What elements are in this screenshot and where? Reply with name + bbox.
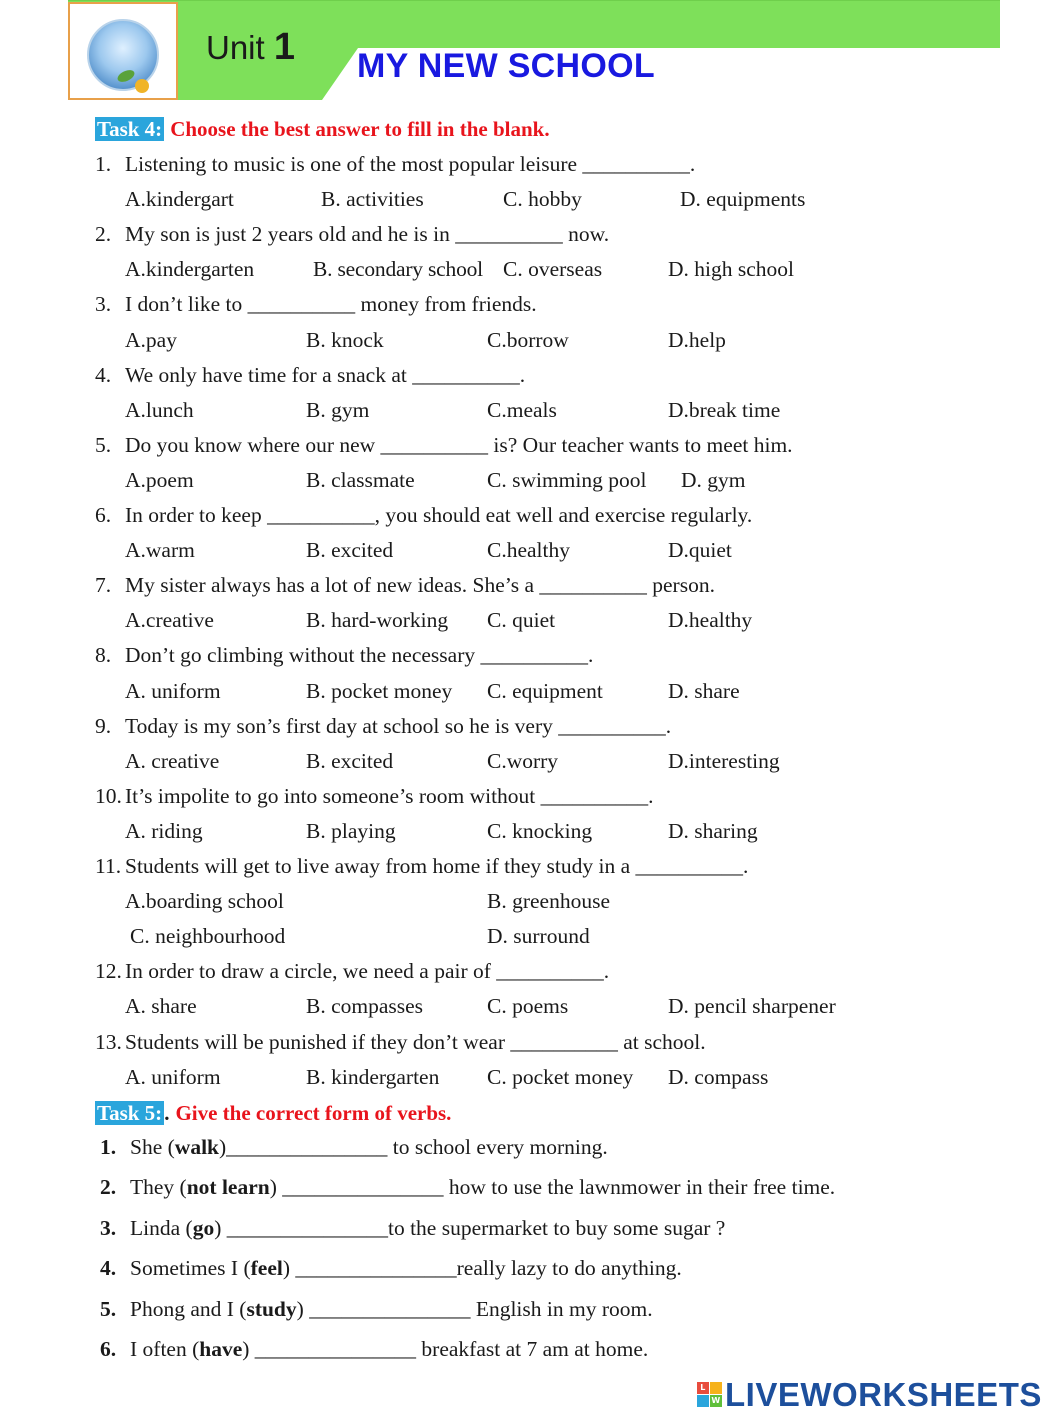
- header-band: [0, 0, 1000, 100]
- option-c: C.borrow: [487, 327, 569, 352]
- logo-letter-w: W: [711, 1396, 721, 1405]
- option-c: C.worry: [487, 748, 559, 773]
- question-10: [95, 781, 654, 811]
- question-13: [95, 1027, 706, 1057]
- option-d: D. pencil sharpener: [668, 994, 836, 1019]
- leaf-icon: [116, 68, 137, 85]
- school-logo: [68, 2, 178, 100]
- logo-letter-l: L: [697, 1382, 709, 1394]
- option-d: D. high school: [668, 257, 795, 282]
- item-suffix: ) _______________ how to use the lawnmower in their free time.: [269, 1175, 836, 1200]
- question-number: 11.: [95, 854, 122, 878]
- question-text: I don’t like to __________ money from friends.: [125, 292, 537, 317]
- question-text: Don’t go climbing without the necessary __________.: [125, 643, 594, 668]
- question-6: [95, 500, 752, 530]
- verb-item-5: [100, 1294, 653, 1324]
- item-number: 5.: [100, 1296, 117, 1321]
- task5-dot: .: [164, 1101, 170, 1125]
- verb-item-4: [100, 1253, 682, 1283]
- question-11: [95, 851, 748, 881]
- option-d: D.interesting: [668, 748, 780, 773]
- option-b: B. kindergarten: [306, 1064, 440, 1089]
- option-b: B. greenhouse: [487, 889, 610, 914]
- item-number: 6.: [100, 1337, 117, 1361]
- item-suffix: )_______________ to school every morning.: [219, 1135, 608, 1159]
- item-suffix: ) _______________to the supermarket to buy some sugar ?: [214, 1215, 726, 1240]
- verb-item-2: [100, 1172, 835, 1202]
- option-a: A. creative: [125, 748, 220, 773]
- option-d: D. compass: [668, 1064, 769, 1089]
- item-suffix: ) _______________ English in my room.: [296, 1296, 653, 1321]
- option-c: C. poems: [487, 994, 569, 1019]
- item-verb: walk: [174, 1135, 220, 1159]
- question-text: In order to draw a circle, we need a pair of __________.: [125, 959, 610, 984]
- option-a: A.pay: [125, 327, 177, 352]
- question-12: [95, 956, 609, 986]
- option-a: A.kindergart: [125, 187, 234, 212]
- question-number: 13.: [95, 1029, 122, 1054]
- option-a: A. share: [125, 994, 197, 1019]
- option-a: A.creative: [125, 608, 214, 633]
- option-c: C. hobby: [503, 187, 582, 212]
- option-c: C.healthy: [487, 538, 570, 563]
- item-prefix: Sometimes I (: [130, 1256, 251, 1281]
- question-text: Today is my son’s first day at school so he is very __________.: [125, 713, 672, 738]
- liveworksheets-brand: [697, 1376, 1042, 1412]
- brand-text: LIVEWORKSHEETS: [725, 1376, 1042, 1413]
- item-prefix: They (: [130, 1175, 187, 1200]
- option-b: B. compasses: [306, 994, 424, 1019]
- task4-label: Task 4:: [97, 117, 163, 141]
- option-d: D. sharing: [668, 818, 758, 843]
- question-number: 2.: [95, 222, 112, 247]
- item-number: 3.: [100, 1215, 117, 1240]
- task5-heading: [95, 1100, 451, 1126]
- question-text: My son is just 2 years old and he is in __________ now.: [125, 222, 610, 247]
- item-suffix: ) _______________really lazy to do anything.: [282, 1256, 682, 1281]
- option-b: B. pocket money: [306, 678, 453, 703]
- question-number: 8.: [95, 643, 112, 668]
- option-c: C. quiet: [487, 608, 556, 633]
- unit-label: [206, 26, 295, 69]
- question-2: [95, 219, 609, 249]
- logo-square-yellow: [710, 1382, 722, 1394]
- option-b: B. hard-working: [306, 608, 449, 633]
- item-number: 1.: [100, 1135, 117, 1159]
- option-b: B. excited: [306, 538, 394, 563]
- item-verb: have: [199, 1337, 243, 1361]
- logo-square-blue: [697, 1395, 709, 1407]
- option-a: A.kindergarten: [125, 257, 255, 282]
- option-d: D. share: [668, 678, 740, 703]
- question-4: [95, 360, 525, 390]
- option-d: D.quiet: [668, 538, 732, 563]
- option-c: C. pocket money: [487, 1064, 634, 1089]
- question-text: We only have time for a snack at __________.: [125, 362, 526, 387]
- question-number: 5.: [95, 432, 112, 457]
- item-number: 2.: [100, 1175, 117, 1200]
- question-number: 7.: [95, 573, 112, 598]
- option-b: B. classmate: [306, 467, 415, 492]
- option-c: C. equipment: [487, 678, 603, 703]
- option-b: B. excited: [306, 748, 394, 773]
- question-number: 12.: [95, 959, 122, 984]
- question-text: Students will get to live away from home if they study in a __________.: [125, 854, 749, 878]
- unit-number: 1: [273, 26, 295, 68]
- option-d: D. equipments: [680, 187, 806, 212]
- question-text: Do you know where our new __________ is? Our teacher wants to meet him.: [125, 432, 793, 457]
- unit-word: Unit: [206, 29, 265, 66]
- item-prefix: I often (: [130, 1337, 200, 1361]
- item-verb: go: [192, 1215, 215, 1240]
- question-number: 3.: [95, 292, 112, 317]
- option-a: A. uniform: [125, 678, 221, 703]
- question-text: Listening to music is one of the most popular leisure __________.: [125, 152, 696, 176]
- globe-icon: [87, 19, 159, 91]
- item-prefix: Linda (: [130, 1215, 193, 1240]
- option-a: A.poem: [125, 467, 194, 492]
- item-prefix: Phong and I (: [130, 1296, 247, 1321]
- question-9: [95, 711, 671, 741]
- task4-heading: [95, 116, 550, 142]
- liveworksheets-logo-icon: [697, 1382, 723, 1410]
- option-a: A. riding: [125, 818, 203, 843]
- option-d: D.healthy: [668, 608, 753, 633]
- question-number: 4.: [95, 362, 112, 387]
- option-c: C. overseas: [503, 257, 603, 282]
- option-b: B. secondary school: [313, 257, 483, 282]
- option-d: D. gym: [681, 467, 746, 492]
- option-c: C. knocking: [487, 818, 593, 843]
- option-b: B. activities: [321, 187, 424, 212]
- question-1: [95, 149, 695, 179]
- question-8: [95, 640, 593, 670]
- item-verb: study: [246, 1296, 297, 1321]
- question-5: [95, 430, 793, 460]
- verb-item-3: [100, 1213, 725, 1243]
- question-text: In order to keep __________, you should eat well and exercise regularly.: [125, 503, 753, 527]
- option-a: A. uniform: [125, 1064, 221, 1089]
- page-title: MY NEW SCHOOL: [357, 47, 655, 85]
- verb-item-1: [100, 1132, 608, 1162]
- option-d: D.help: [668, 327, 726, 352]
- question-text: It’s impolite to go into someone’s room without __________.: [125, 783, 654, 808]
- item-verb: not learn: [186, 1175, 270, 1200]
- question-number: 6.: [95, 503, 112, 527]
- option-c: C.meals: [487, 397, 557, 422]
- option-a: A.lunch: [125, 397, 194, 422]
- option-b: B. gym: [306, 397, 370, 422]
- item-prefix: She (: [130, 1135, 175, 1159]
- verb-item-6: [100, 1334, 648, 1364]
- question-number: 10.: [95, 783, 122, 808]
- question-3: [95, 289, 537, 319]
- sunflower-icon: [135, 79, 149, 93]
- option-d: D.break time: [668, 397, 781, 422]
- question-text: My sister always has a lot of new ideas. She’s a __________ person.: [125, 573, 715, 598]
- option-d: D. surround: [487, 924, 590, 949]
- question-number: 9.: [95, 713, 112, 738]
- option-a: A.warm: [125, 538, 195, 563]
- option-b: B. knock: [306, 327, 384, 352]
- option-c: C. swimming pool: [487, 467, 647, 492]
- item-suffix: ) _______________ breakfast at 7 am at home.: [242, 1337, 649, 1361]
- option-b: B. playing: [306, 818, 396, 843]
- question-number: 1.: [95, 152, 112, 176]
- item-number: 4.: [100, 1256, 117, 1281]
- option-a: A.boarding school: [125, 889, 284, 914]
- task4-instruction: Choose the best answer to fill in the blank.: [170, 117, 550, 141]
- option-c: C. neighbourhood: [130, 924, 286, 949]
- task5-instruction: Give the correct form of verbs.: [175, 1101, 452, 1125]
- task5-label: Task 5:: [97, 1101, 163, 1125]
- question-7: [95, 570, 715, 600]
- question-text: Students will be punished if they don’t wear __________ at school.: [125, 1029, 706, 1054]
- item-verb: feel: [250, 1256, 283, 1281]
